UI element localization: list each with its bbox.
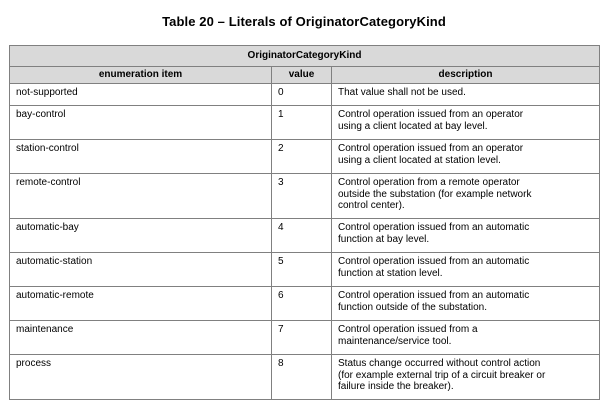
- column-header-enumeration-item: enumeration item: [10, 66, 272, 84]
- table-class-header-row: [10, 46, 600, 67]
- value-cell: 0: [272, 84, 332, 106]
- description-line: failure inside the breaker).: [338, 381, 454, 392]
- description-line: using a client located at bay level.: [338, 120, 488, 132]
- description-cell: [332, 253, 600, 287]
- value-cell: 2: [272, 140, 332, 174]
- table-row: [10, 174, 600, 219]
- description-line: Control operation issued from a: [338, 324, 478, 335]
- column-header-description: description: [332, 66, 600, 84]
- description-cell: [332, 84, 600, 106]
- description-line: function at station level.: [338, 267, 443, 279]
- table-row: [10, 219, 600, 253]
- value-cell: 4: [272, 219, 332, 253]
- value-cell: 7: [272, 321, 332, 355]
- value-cell: 6: [272, 287, 332, 321]
- description-cell: [332, 219, 600, 253]
- value-cell: 1: [272, 106, 332, 140]
- value-cell: 5: [272, 253, 332, 287]
- description-line: outside the substation (for example network: [338, 188, 532, 200]
- table-row: [10, 287, 600, 321]
- description-line: function at bay level.: [338, 233, 430, 245]
- description-cell: [332, 106, 600, 140]
- description-line: using a client located at station level.: [338, 154, 501, 166]
- description-line: That value shall not be used.: [338, 87, 466, 98]
- enumeration-item-cell: remote-control: [10, 174, 272, 219]
- description-line: Control operation issued from an operator: [338, 109, 524, 120]
- description-line: Control operation from a remote operator: [338, 177, 520, 188]
- literals-table: [9, 45, 600, 400]
- enumeration-item-cell: bay-control: [10, 106, 272, 140]
- description-line: (for example external trip of a circuit breaker or: [338, 369, 546, 381]
- description-line: Control operation issued from an automatic: [338, 222, 530, 233]
- enumeration-item-cell: automatic-remote: [10, 287, 272, 321]
- table-caption: Table 20 – Literals of OriginatorCategoryKind: [162, 14, 446, 29]
- description-line: function outside of the substation.: [338, 301, 487, 313]
- enumeration-item-cell: automatic-station: [10, 253, 272, 287]
- description-line: Control operation issued from an operator: [338, 143, 524, 154]
- value-cell: 8: [272, 355, 332, 400]
- description-line: Status change occurred without control action: [338, 358, 541, 369]
- description-line: Control operation issued from an automatic: [338, 256, 530, 267]
- table-row: [10, 321, 600, 355]
- enumeration-item-cell: process: [10, 355, 272, 400]
- value-cell: 3: [272, 174, 332, 219]
- table-column-header-row: [10, 66, 600, 84]
- table-row: [10, 84, 600, 106]
- description-cell: [332, 321, 600, 355]
- column-header-value: value: [272, 66, 332, 84]
- table-row: [10, 106, 600, 140]
- description-line: maintenance/service tool.: [338, 335, 452, 347]
- description-line: control center).: [338, 200, 405, 211]
- table-row: [10, 140, 600, 174]
- description-line: Control operation issued from an automatic: [338, 290, 530, 301]
- class-name-header: OriginatorCategoryKind: [10, 46, 600, 67]
- table-row: [10, 355, 600, 400]
- description-cell: [332, 287, 600, 321]
- enumeration-item-cell: not-supported: [10, 84, 272, 106]
- description-cell: [332, 355, 600, 400]
- enumeration-item-cell: station-control: [10, 140, 272, 174]
- enumeration-item-cell: automatic-bay: [10, 219, 272, 253]
- table-row: [10, 253, 600, 287]
- enumeration-item-cell: maintenance: [10, 321, 272, 355]
- description-cell: [332, 174, 600, 219]
- description-cell: [332, 140, 600, 174]
